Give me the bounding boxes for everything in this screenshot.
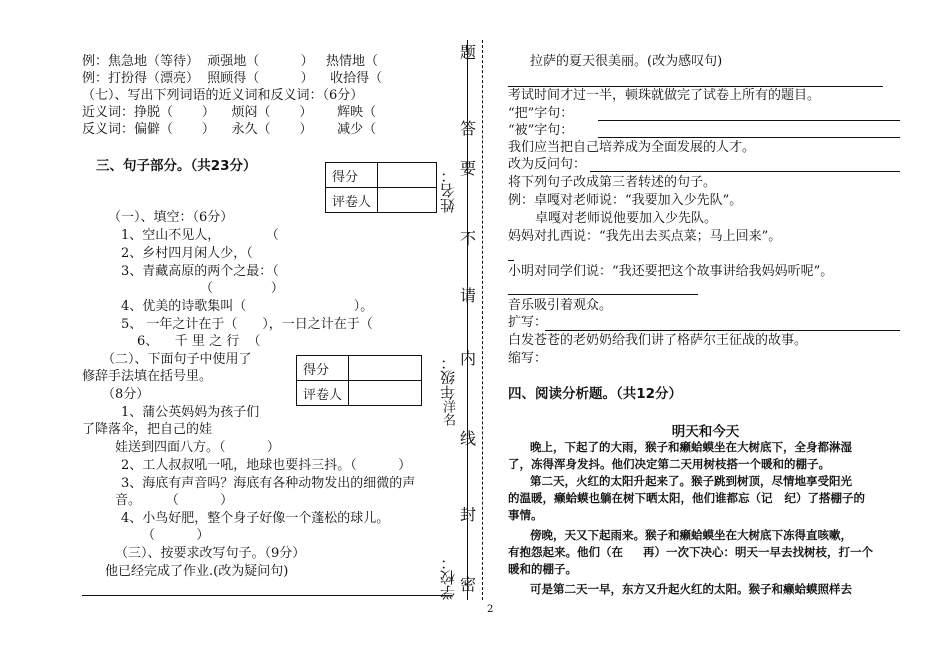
grader-cell[interactable] (349, 381, 422, 406)
binding-line-dashed (482, 40, 483, 600)
answer-line[interactable] (598, 137, 900, 138)
score-box-2 (296, 355, 422, 406)
exclaim-task: 拉萨的夏天很美丽。(改为感叹句) (530, 54, 723, 69)
rhetoric-item-1c: 娃送到四面八方。（ ） (115, 440, 280, 455)
fill-item-5: 5、 一年之计在于（ ），一日之计在于（ (121, 317, 373, 332)
fill-item-2: 2、乡村四月闲人少，（ (121, 246, 253, 261)
score-label: 得分 (297, 356, 349, 381)
score-label: 得分 (326, 163, 378, 188)
grader-cell[interactable] (378, 188, 437, 213)
rhetoric-points: （8分） (102, 387, 150, 402)
binding-notice-yao: 要 (459, 159, 476, 178)
antonym-example-line-2: 例：打扮得（漂亮） 照顾得（ ） 收拾得（ (82, 71, 383, 86)
binding-notice-nei: 内 (459, 349, 476, 368)
reading-paragraph: 可是第二天一早，东方又升起火红的太阳。猴子和癞蛤蟆照样去 (530, 582, 852, 596)
reading-paragraph: 第二天，火红的太阳升起来了。猴子跳到树顶，尽情地享受阳光 (530, 474, 852, 488)
binding-notice-feng: 封 (459, 505, 476, 524)
reading-paragraph: 傍晚，天又下起雨来。猴子和癞蛤蟆坐在大树底下冻得直咳嗽， (530, 528, 852, 542)
fill-blank-title: （一）、填空：（6分） (108, 210, 234, 225)
ba-sentence-label: “把”字句： (508, 106, 574, 121)
synonym-row: 近义词：挣脱（ ） 烦闷（ ） 辉映（ (82, 105, 377, 120)
expand-source: 音乐吸引着观众。 (508, 298, 613, 313)
indirect-item-2: 小明对同学们说：“我还要把这个故事讲给我妈妈听呢”。 (508, 264, 834, 279)
score-box-1 (325, 162, 437, 213)
answer-line[interactable] (545, 330, 900, 331)
rhetorical-source: 我们应当把自己培养成为全面发展的人才。 (508, 140, 756, 155)
synonym-task-title: （七）、写出下列词语的近义词和反义词：（6分） (82, 88, 364, 103)
rhetoric-item-4: 4、小鸟好肥，整个身子好像一个蓬松的球儿。 (121, 511, 390, 526)
binding-notice-bu: 不 (459, 229, 476, 248)
page-number: 2 (487, 604, 494, 615)
binding-notice-mi: 密 (459, 575, 476, 594)
answer-line[interactable] (508, 86, 883, 87)
rhetoric-title: （二）、下面句子中使用了 (102, 352, 252, 367)
answer-line[interactable] (590, 171, 900, 172)
rhetorical-label: 改为反问句： (508, 157, 587, 172)
reading-paragraph: 暖和的棚子。 (508, 562, 577, 576)
indirect-speech-title: 将下列句子改成第三者转述的句子。 (508, 175, 717, 190)
rhetoric-item-1a: 1、蒲公英妈妈为孩子们 (121, 405, 260, 420)
answer-line[interactable] (508, 260, 514, 261)
fill-item-1: 1、空山不见人， （ (121, 228, 279, 243)
binding-notice-da: 答 (459, 119, 476, 138)
section4-title: 四、阅读分析题。（共12分） (508, 386, 683, 402)
ba-bei-source: 考试时间才过一半，顿珠就做完了试卷上所有的题目。 (508, 88, 821, 103)
reading-paragraph: 了，冻得浑身发抖。他们决定第二天用树枝搭一个暖和的棚子。 (508, 457, 830, 471)
indirect-example-2: 卓嘎对老师说他要加入少先队。 (535, 211, 718, 226)
bottom-rule (82, 595, 452, 596)
binding-notice-qing: 请 (459, 286, 476, 305)
reading-paragraph: 的温暖，癞蛤蟆也躺在树下晒太阳，他们谁都忘（记 纪）了搭棚子的 (508, 491, 866, 505)
score-cell[interactable] (378, 163, 437, 188)
school-label: 学校： (439, 555, 457, 600)
grader-label: 评卷人 (297, 381, 349, 406)
reading-paragraph: 晚上，下起了的大雨，猴子和癞蛤蟆坐在大树底下，全身都淋湿 (530, 440, 852, 454)
name-label: 姓名： (439, 168, 457, 213)
rhetoric-title-2: 修辞手法填在括号里。 (82, 369, 213, 384)
shorten-label: 缩写： (508, 351, 548, 366)
answer-line[interactable] (508, 294, 698, 295)
rewrite-item-1: 他已经完成了作业.(改为疑问句) (105, 564, 289, 579)
section3-title: 三、句子部分。（共23分） (96, 158, 257, 174)
answer-line[interactable] (598, 120, 900, 121)
grader-label: 评卷人 (326, 188, 378, 213)
fill-item-6: 6、 千 里 之 行 （ (137, 334, 261, 349)
antonym-row: 反义词：偏僻（ ） 永久（ ） 减少（ (82, 122, 377, 137)
rhetoric-item-1b: 了降落伞，把自己的娃 (82, 422, 213, 437)
rewrite-title: （三）、按要求改写句子。（9分） (115, 546, 306, 561)
rhetoric-item-3a: 3、海底有声音吗？海底有各种动物发出的细微的声 (121, 476, 416, 491)
rhetoric-item-2: 2、工人叔叔吼一吼，地球也要抖三抖。（ ） (121, 458, 412, 473)
expand-label: 扩写： (508, 315, 548, 330)
rhetoric-item-3b: 音。 （ ） (115, 493, 234, 508)
grade-label: 年级： (439, 355, 457, 400)
reading-paragraph: 有抱怨起来。他们（在 再）一次下决心：明天一早去找树枝，打一个 (508, 545, 874, 559)
reading-title: 明天和今天 (671, 424, 740, 440)
indirect-example-1: 例：卓嘎对老师说：“我要加入少先队”。 (508, 193, 743, 208)
antonym-example-line-1: 例：焦急地（等待） 顽强地（ ） 热情地（ (82, 54, 378, 69)
shorten-source: 白发苍苍的老奶奶给我们讲了格萨尔王征战的故事。 (508, 333, 808, 348)
binding-notice-xian: 线 (459, 429, 476, 448)
rhetoric-item-4-blank: （ ） (142, 528, 210, 543)
fill-item-3-blank: （ ） (200, 281, 284, 296)
indirect-item-1: 妈妈对扎西说：“我先出去买点菜；马上回来”。 (508, 229, 782, 244)
binding-notice-ti: 题 (459, 43, 476, 62)
fill-item-3: 3、青藏高原的两个之最：（ (121, 264, 279, 279)
class-label: 洋名 (440, 400, 455, 426)
bei-sentence-label: “被”字句： (508, 123, 574, 138)
fill-item-4: 4、优美的诗歌集叫（ ）。 (121, 299, 374, 314)
reading-paragraph: 事情。 (508, 508, 543, 522)
score-cell[interactable] (349, 356, 422, 381)
